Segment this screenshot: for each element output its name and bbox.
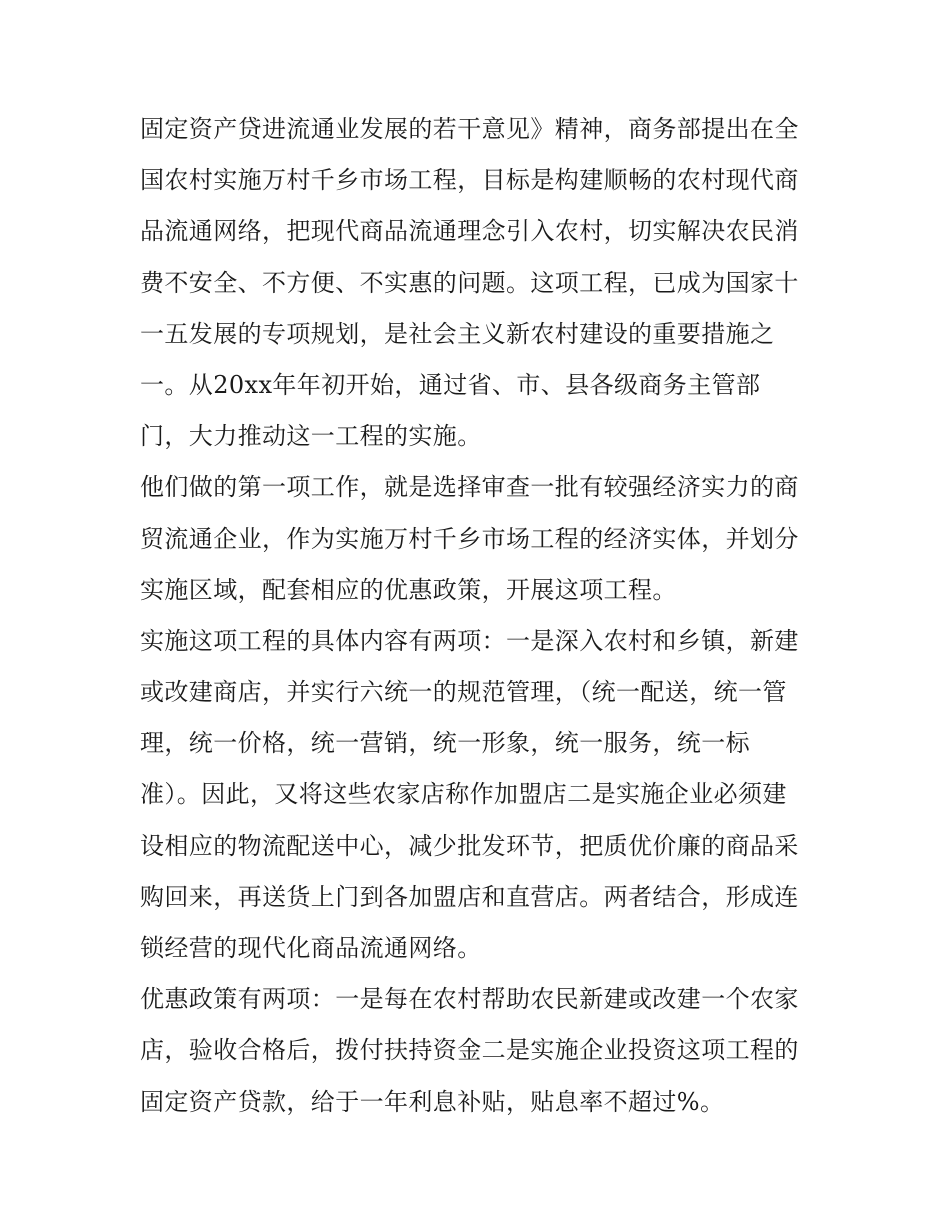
text-line: 贸流通企业，作为实施万村千乡市场工程的经济实体，并划分 xyxy=(140,524,799,553)
text-line: 一。从20xx年年初开始，通过省、市、县各级商务主管部 xyxy=(140,370,761,399)
text-line: 门，大力推动这一工程的实施。 xyxy=(140,422,482,451)
text-line: 理，统一价格，统一营销，统一形象，统一服务，统一标 xyxy=(140,729,750,758)
text-line: 固定资产贷款，给于一年利息补贴，贴息率不超过%。 xyxy=(140,1087,725,1116)
text-line: 锁经营的现代化商品流通网络。 xyxy=(140,934,482,962)
text-line: 准）。因此，又将这些农家店称作加盟店二是实施企业必须建 xyxy=(140,780,787,809)
text-line: 购回来，再送货上门到各加盟店和直营店。两者结合，形成连 xyxy=(140,882,799,911)
text-line: 固定资产贷进流通业发展的若干意见》精神，商务部提出在全 xyxy=(140,115,799,143)
text-line: 品流通网络，把现代商品流通理念引入农村，切实解决农民消 xyxy=(140,217,799,246)
text-line: 国农村实施万村千乡市场工程，目标是构建顺畅的农村现代商 xyxy=(140,166,799,195)
text-line: 他们做的第一项工作，就是选择审查一批有较强经济实力的商 xyxy=(140,473,799,502)
text-line: 优惠政策有两项：一是每在农村帮助农民新建或改建一个农家 xyxy=(140,985,799,1014)
text-line: 一五发展的专项规划，是社会主义新农村建设的重要措施之 xyxy=(140,319,775,348)
text-line: 实施这项工程的具体内容有两项：一是深入农村和乡镇，新建 xyxy=(140,626,799,655)
text-line: 设相应的物流配送中心，减少批发环节，把质优价廉的商品采 xyxy=(140,831,799,860)
text-line: 店，验收合格后，拨付扶持资金二是实施企业投资这项工程的 xyxy=(140,1036,799,1065)
text-line: 实施区域，配套相应的优惠政策，开展这项工程。 xyxy=(140,575,677,604)
document-body xyxy=(140,104,820,1128)
text-line: 或改建商店，并实行六统一的规范管理，（统一配送，统一管 xyxy=(140,678,787,707)
text-line: 费不安全、不方便、不实惠的问题。这项工程，已成为国家十 xyxy=(140,268,799,297)
